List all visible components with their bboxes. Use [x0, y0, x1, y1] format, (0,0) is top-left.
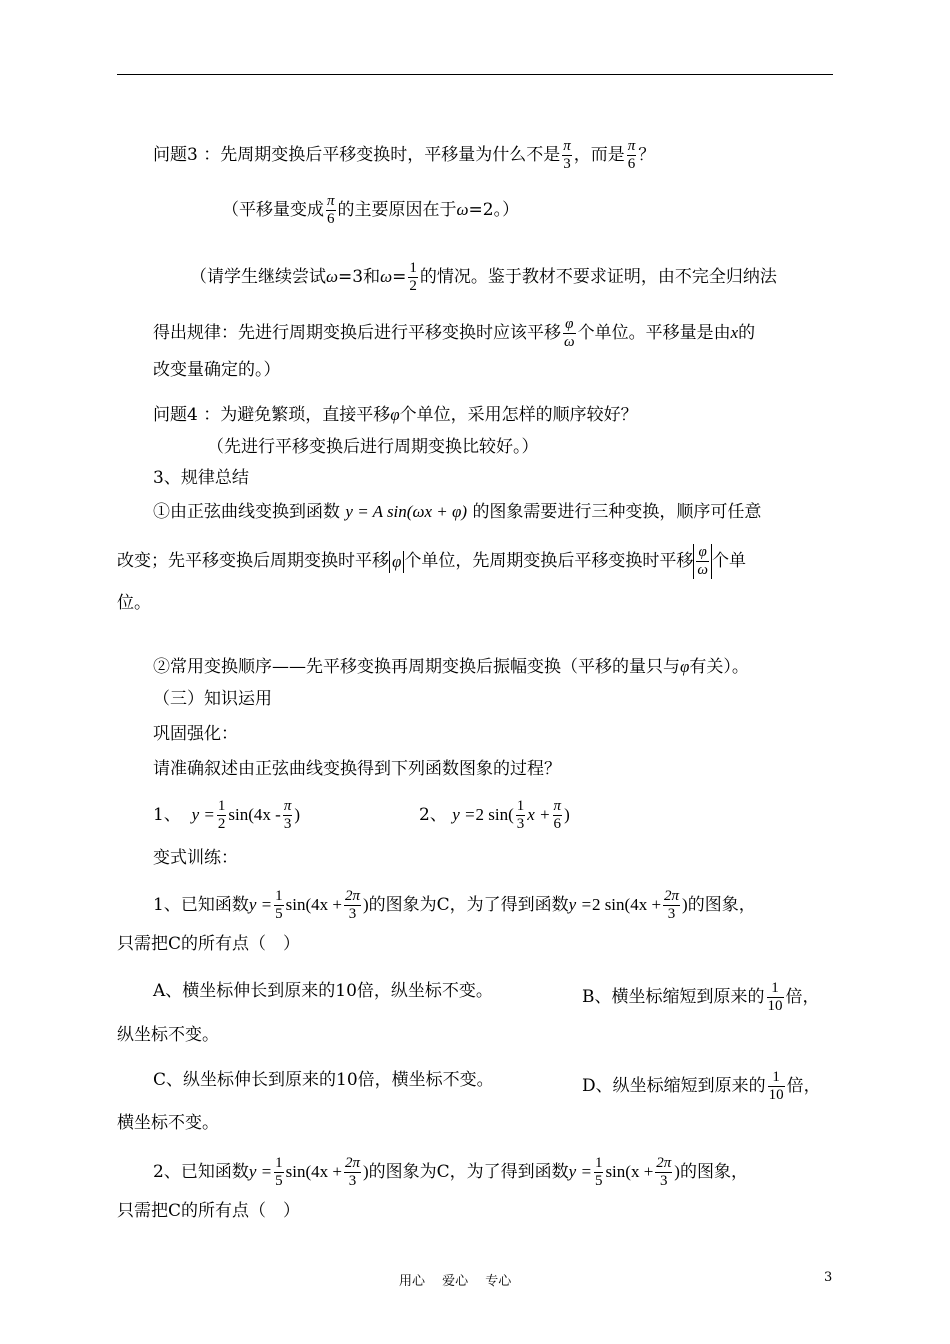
footer-motto: 用心 爱心 专心 — [399, 1274, 512, 1289]
summary-1: ①由正弦曲线变换到函数 y = A sin(ωx + φ) 的图象需要进行三种变换，顺序可任意 — [153, 502, 762, 522]
summary-2: ②常用变换顺序——先平移变换再周期变换后振幅变换（平移的量只与φ有关）。 — [153, 657, 749, 677]
option-a: A、横坐标伸长到原来的10倍，纵坐标不变。 — [153, 981, 493, 1001]
rule-line-end: 改变量确定的。） — [153, 360, 281, 380]
consolidate-label: 巩固强化： — [153, 724, 238, 744]
question-4-answer: （先进行平移变换后进行周期变换比较好。） — [207, 437, 539, 457]
section-title-application: （三）知识运用 — [153, 689, 272, 709]
variant-1: 1、已知函数y = $\frac{1}{5}$ sin(4x + $\frac{2\pi}{3}$ )的图象为C，为了得到函数y =2 sin(4x + $\frac{2\pi}{3}$ )的图象， — [153, 888, 756, 922]
question-3: 问题3 ：先周期变换后平移变换时，平移量为什么不是 $\frac{\pi}{3}$ ，而是 $\frac{\pi}{6}$ ？ — [153, 138, 656, 172]
try-line: （请学生继续尝试ω=3和ω= $\frac{1}{2}$ 的情况。鉴于教材不要求证明，由不完全归纳法 — [190, 260, 777, 294]
question-4: 问题4 ：为避免繁琐，直接平移φ个单位，采用怎样的顺序较好？ — [153, 405, 638, 425]
exercise-2: 2、 y =2 sin( $\frac{1}{3}$ x + $\frac{\pi}{6}$ ) — [419, 798, 570, 832]
variant-2: 2、已知函数y = $\frac{1}{5}$ sin(4x + $\frac{2\pi}{3}$ )的图象为C，为了得到函数y = $\frac{1}{5}$ sin(x + $\frac{2\pi}{3}$ )的图象， — [153, 1155, 748, 1189]
variant-1-end: 只需把C的所有点（ ） — [117, 934, 301, 954]
question-3-answer: （平移量变成 $\frac{\pi}{6}$ 的主要原因在于ω=2。） — [222, 193, 520, 227]
rule-line: 得出规律：先进行周期变换后进行平移变换时应该平移 $\frac{\varphi}{\omega}$ 个单位。平移量是由x的 — [153, 316, 756, 350]
summary-1b: 改变；先平移变换后周期变换时平移 φ 个单位，先周期变换后平移变换时平移 $\frac{\varphi}{\omega}$ 个单 — [117, 544, 746, 578]
section-title-summary: 3、规律总结 — [153, 468, 249, 488]
option-c: C、纵坐标伸长到原来的10倍，横坐标不变。 — [153, 1070, 494, 1090]
option-d: D、纵坐标缩短到原来的 $\frac{1}{10}$ 倍， — [582, 1069, 821, 1103]
exercise-1: 1、 y = $\frac{1}{2}$ sin(4x - $\frac{\pi}{3}$ ) — [153, 798, 301, 832]
exercise-prompt: 请准确叙述由正弦曲线变换得到下列函数图象的过程？ — [153, 759, 561, 779]
page-number: 3 — [824, 1270, 833, 1285]
header-rule — [117, 74, 833, 75]
variant-label: 变式训练： — [153, 848, 238, 868]
variant-2-end: 只需把C的所有点（ ） — [117, 1201, 301, 1221]
summary-1c: 位。 — [117, 593, 151, 613]
option-b-end: 纵坐标不变。 — [117, 1025, 219, 1045]
option-d-end: 横坐标不变。 — [117, 1113, 219, 1133]
option-b: B、横坐标缩短到原来的 $\frac{1}{10}$ 倍， — [582, 980, 820, 1014]
